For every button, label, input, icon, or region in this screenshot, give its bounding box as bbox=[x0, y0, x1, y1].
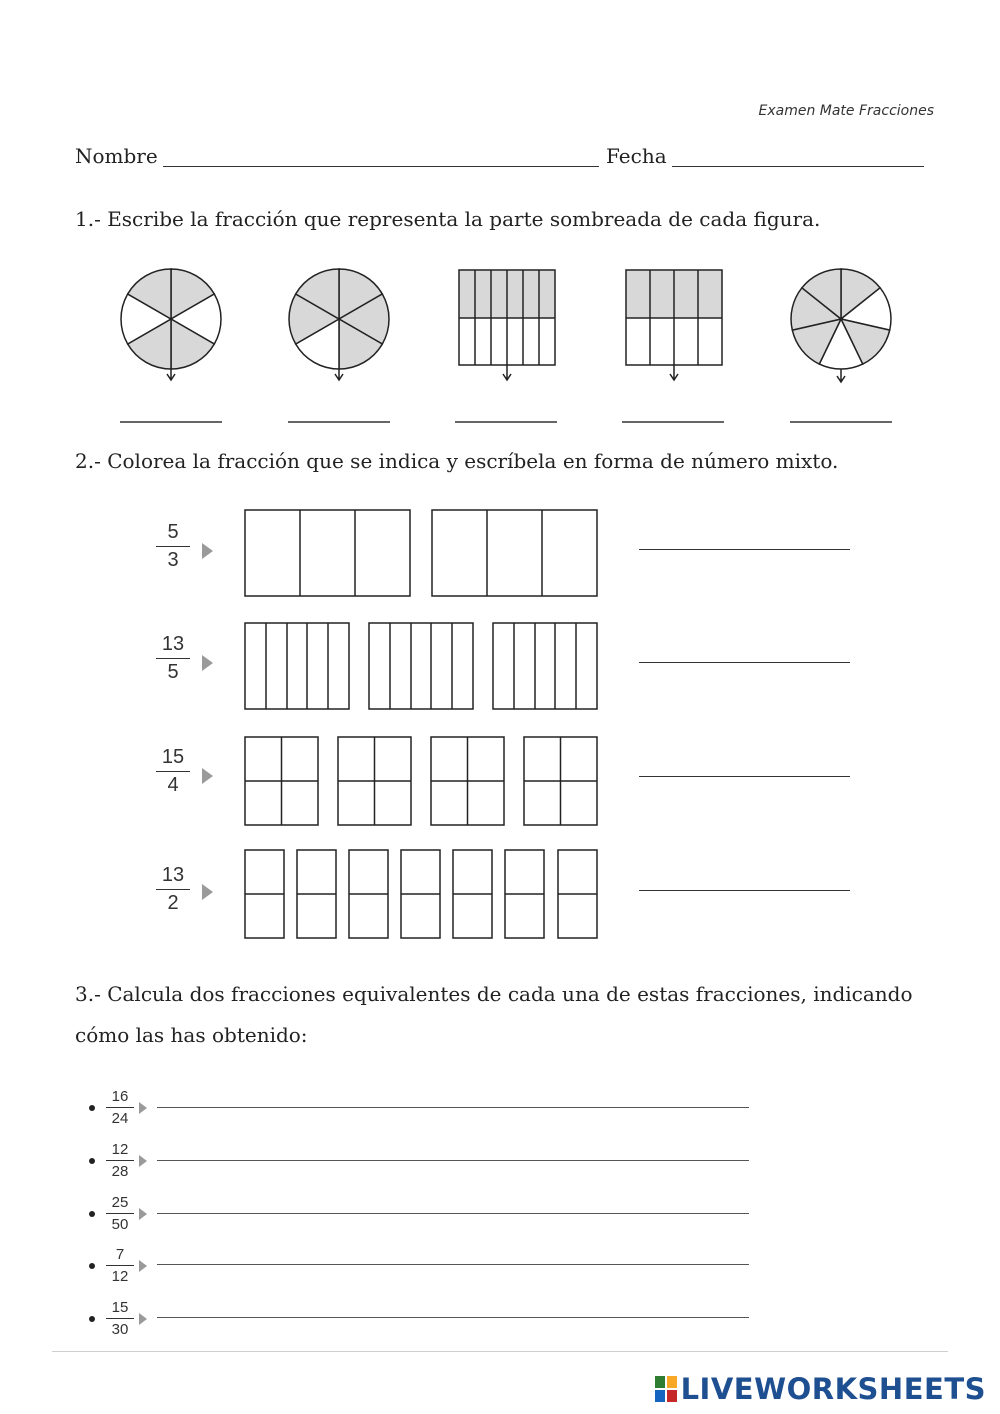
q3-fraction-2-denominator: 28 bbox=[111, 1163, 129, 1180]
question-2-prompt: 2.- Colorea la fracción que se indica y escríbela en forma de número mixto. bbox=[75, 449, 839, 473]
name-field[interactable] bbox=[163, 166, 599, 167]
q3-fraction-4-denominator: 12 bbox=[111, 1268, 129, 1285]
q3-fraction-3 bbox=[106, 1194, 134, 1233]
q2-answer-line-4[interactable] bbox=[639, 890, 850, 891]
question-1-prompt: 1.- Escribe la fracción que representa la parte sombreada de cada figura. bbox=[75, 207, 821, 231]
q2-fraction-4-numerator: 13 bbox=[161, 864, 185, 886]
q3-fraction-2-numerator: 12 bbox=[111, 1141, 129, 1158]
q2-row-2-shapes[interactable] bbox=[245, 623, 597, 709]
q2-fraction-3-denominator: 4 bbox=[167, 774, 179, 796]
q1-figure-5-circle bbox=[791, 269, 891, 382]
q2-fraction-2-denominator: 5 bbox=[167, 661, 179, 683]
q1-figure-3-rectangle bbox=[459, 270, 555, 380]
question-3-prompt-line-1: 3.- Calcula dos fracciones equivalentes de cada una de estas fracciones, indicando bbox=[75, 982, 913, 1006]
q2-fraction-1-numerator: 5 bbox=[167, 521, 179, 543]
q3-fraction-5-denominator: 30 bbox=[111, 1321, 129, 1338]
q3-answer-line-3[interactable] bbox=[157, 1213, 749, 1214]
footer-logo[interactable] bbox=[655, 1372, 986, 1406]
q2-row-1-shapes[interactable] bbox=[245, 510, 597, 596]
exam-title: Examen Mate Fracciones bbox=[758, 103, 934, 119]
q1-figure-2-circle bbox=[289, 269, 389, 380]
date-label: Fecha bbox=[606, 144, 667, 168]
date-field[interactable] bbox=[672, 166, 924, 167]
q2-answer-line-2[interactable] bbox=[639, 662, 850, 663]
footer-divider bbox=[52, 1351, 948, 1352]
bullet-icon bbox=[89, 1263, 95, 1269]
arrow-icon bbox=[139, 1208, 147, 1220]
q3-fraction-4 bbox=[106, 1246, 134, 1285]
q3-fraction-2 bbox=[106, 1141, 134, 1180]
q2-fraction-1-denominator: 3 bbox=[167, 549, 179, 571]
q2-answer-line-3[interactable] bbox=[639, 776, 850, 777]
footer-brand-text: LIVEWORKSHEETS bbox=[680, 1372, 986, 1406]
q3-fraction-5-numerator: 15 bbox=[111, 1299, 129, 1316]
name-label: Nombre bbox=[75, 144, 158, 168]
bullet-icon bbox=[89, 1105, 95, 1111]
q3-answer-line-1[interactable] bbox=[157, 1107, 749, 1108]
arrow-icon bbox=[139, 1102, 147, 1114]
q3-fraction-1-numerator: 16 bbox=[111, 1088, 129, 1105]
q3-fraction-3-denominator: 50 bbox=[111, 1216, 129, 1233]
question-3-prompt-line-2: cómo las has obtenido: bbox=[75, 1023, 308, 1047]
q3-fraction-5 bbox=[106, 1299, 134, 1338]
q3-answer-line-2[interactable] bbox=[157, 1160, 749, 1161]
q2-row-3-shapes[interactable] bbox=[245, 737, 597, 825]
liveworksheets-logo-icon bbox=[655, 1376, 677, 1402]
q1-figure-4-rectangle bbox=[626, 270, 722, 380]
arrow-icon bbox=[139, 1155, 147, 1167]
bullet-icon bbox=[89, 1211, 95, 1217]
q3-answer-line-5[interactable] bbox=[157, 1317, 749, 1318]
arrow-icon bbox=[139, 1260, 147, 1272]
bullet-icon bbox=[89, 1316, 95, 1322]
q3-fraction-3-numerator: 25 bbox=[111, 1194, 129, 1211]
q2-fraction-2-numerator: 13 bbox=[161, 633, 185, 655]
q3-answer-line-4[interactable] bbox=[157, 1264, 749, 1265]
q2-row-4-shapes[interactable] bbox=[245, 850, 597, 938]
q2-answer-line-1[interactable] bbox=[639, 549, 850, 550]
q1-figure-1-circle bbox=[121, 269, 221, 380]
arrow-icon bbox=[139, 1313, 147, 1325]
q1-figures bbox=[0, 250, 1000, 440]
q3-fraction-1 bbox=[106, 1088, 134, 1127]
q2-fraction-3-numerator: 15 bbox=[161, 746, 185, 768]
bullet-icon bbox=[89, 1158, 95, 1164]
q3-fraction-1-denominator: 24 bbox=[111, 1110, 129, 1127]
q3-fraction-4-numerator: 7 bbox=[115, 1246, 125, 1263]
q2-figures bbox=[0, 500, 1000, 950]
q2-fraction-4-denominator: 2 bbox=[167, 892, 179, 914]
